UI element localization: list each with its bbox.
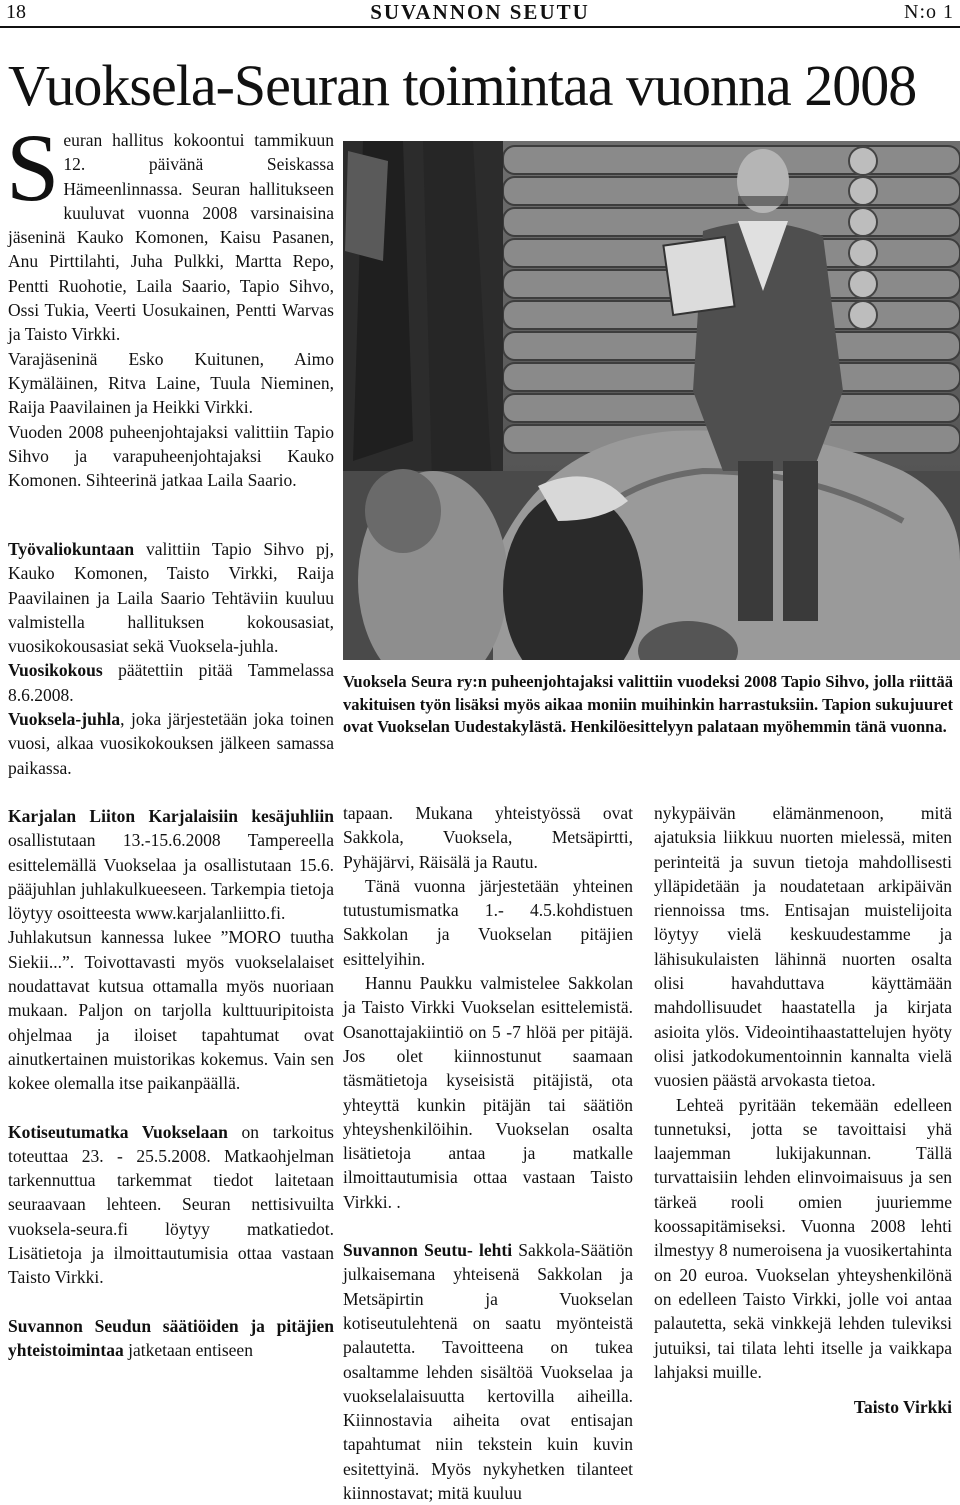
paragraph-vuosikokous [8,658,334,707]
middle-paragraph-4 [343,1238,633,1505]
lead-vuosikokous: Vuosikokous [8,660,103,681]
lead-saatio: Suvannon Seudun säätiöiden ja pitäjien yhteistoimintaa [8,1315,334,1360]
text-vuosikokous: päätettiin pitää Tammelassa 8.6.2008. [8,660,334,705]
lead-suvannon-seutu: Suvannon Seutu- lehti [343,1240,513,1261]
photo-caption: Vuoksela Seura ry:n puheenjohtajaksi valittiin vuodeksi 2008 Tapio Sihvo, jolla riittää vakituisen työn lisäksi myös aikaa moniin muihinkin harrastuksiin. Tapion sukujuuret ovat Vuokselan Uudestakylästä. Henkilöesittelyyn palataan myöhemmin tänä vuonna. [343,672,953,736]
left-column [8,537,334,1362]
text-kotiseutu: on tarkoitus toteuttaa 23. - 25.5.2008. Matkaohjelman tarkennuttua tarkemmat tiedot laitetaan seuraavaan lehteen. Seuran nettisivuilta vuoksela-seura.fi löytyy matkatiedot. Lisätietoja ja ilmoittautumisia ottaa vastaan Taisto Virkki. [8,1121,334,1288]
intro-paragraph-2: Varajäseninä Esko Kuitunen, Aimo Kymäläinen, Ritva Laine, Tuula Nieminen, Raija Paavilainen ja Heikki Virkki. [8,348,334,418]
text-saatio: jatketaan entiseen [123,1339,253,1360]
right-column [654,801,952,1384]
issue-number: N:o 1 [904,1,954,23]
middle-column [343,801,633,1505]
text-suvannon-seutu: Sakkola-Säätiön julkaisemana yhteisenä Sakkolan ja Metsäpirtin ja Vuokselan kotiseutulehtenä on saatu myönteistä palautetta. Tavoitteena on tukea osaltamme lehden sisältöä Vuokselaa ja vuokselalaisuutta kertovilla aiheilla. Kiinnostavia aiheita ovat entisajan tapahtumat niin tekstein kuin kuvin esitettyinä. Myös nykyhetken tilanteet kiinnostavat; mitä kuuluu [343,1240,633,1504]
lead-kotiseutu: Kotiseutumatka Vuokselaan [8,1121,228,1142]
page-header [0,0,960,28]
paragraph-karjalan [8,804,334,925]
article-headline: Vuoksela-Seuran toimintaa vuonna 2008 [8,53,917,118]
author-signature: Taisto Virkki [853,1397,952,1417]
middle-paragraph-2: Tänä vuonna järjestetään yhteinen tutustumismatka 1.- 4.5.kohdistuen Sakkolan ja Vuokselan pitäjien esittelyihin. [343,875,633,969]
middle-paragraph-3: Hannu Paukku valmistelee Sakkolan ja Taisto Virkki Vuokselan esittelemistä. Osanottajakiintiö on 5 -7 hlöä per pitäjä. Jos olet kiinnostunut saamaan täsmätietoja kyseisistä pitäjistä, ota yhteyttä kunkin pitäjän tai säätiön yhteyshenkilöihin. Vuokselan osalta lisätietoja antaa ja matkalle ilmoittautumisia ottaa vastaan Taisto Virkki. . [343,973,633,1212]
paragraph-juhla [8,707,334,780]
text-karjalan: osallistutaan 13.-15.6.2008 Tampereella esittelemällä Vuokselaa ja osallistutaan 15.6. pääjuhlan juhlakulkueeseen. Tarkempia tietoja löytyy osoitteesta www.karjalanliitto.fi. [8,830,334,924]
intro-paragraph-3: Vuoden 2008 puheenjohtajaksi valittiin Tapio Sihvo ja varapuheenjohtajaksi Kauko Komonen. Sihteerinä jatkaa Laila Saario. [8,421,334,491]
publication-name: SUVANNON SEUTU [370,0,590,24]
paragraph-moro: Juhlakutsun kannessa lukee ”MORO tuutha Siekii...”. Toivottavasti myös vuokselalaiset noudattavat kutsua ottamalla myös nuoriaan mukaan. Paljon on tarjolla kulttuuripitoista ohjelmaa ja iloiset tapahtumat ovat ainutkertainen muistorikas kokemus. Vain sen kokee olemalla itse paikanpäällä. [8,927,334,1094]
intro-paragraph [6,114,334,347]
lead-karjalan: Karjalan Liiton Karjalaisiin kesäjuhliin [8,805,334,826]
intro-column [6,114,334,492]
intro-text: euran hallitus kokoontui tammikuun 12. päivänä Seiskassa Hämeenlinnassa. Seuran hallitukseen kuuluvat vuonna 2008 varsinaisina jäseninä Kauko Komonen, Kaisu Pasanen, Anu Pirttilahti, Juha Pulkki, Martta Repo, Pentti Ruohotie, Laila Saario, Tapio Sihvo, Ossi Tukia, Veerti Uosukainen, Pentti Warvas ja Taisto Virkki. [8,130,334,345]
drop-cap: S [6,114,60,221]
paragraph-saatio [8,1314,334,1363]
lead-tyovaliokunta: Työvaliokuntaan [8,539,135,559]
right-paragraph-2: Lehteä pyritään tekemään edelleen tunnetuksi, jotta se tavoittaisi yhä laajemman lukijakunnan. Tällä turvattaisiin lehden elinvoimaisuus ja sen tärkeä rooli omien juuriemme koossapitämiseksi. Vuonna 2008 lehti ilmestyy 8 numeroisena ja vuosikertahinta on 20 euroa. Vuokselan yhteyshenkilönä on edelleen Taisto Virkki, jolle voi antaa palautetta, sekä vinkkejä lehden tuleviksi jutuiksi, tai tilata lehti itselle ja vaikkapa lahjaksi muille. [654,1094,952,1382]
header-rule [0,26,960,28]
right-paragraph-1: nykypäivän elämänmenoon, mitä ajatuksia liikkuu nuorten mielessä, miten perinteitä ja suvun tietoja mahdollisesti ylläpidetään ja noudatetaan arkipäivän riennoissa tms. Entisajan muistelijoita löytyy vielä keskuudestamme ja lähisukulaisten lähinnä nuorten osalta olisi havahduttava käyttämään mahdollisuudet haastatella ja kirjata asioita ylös. Videointihaastattelujen hyöty olisi jatkodokumentoinnin kannalta vielä vuosien päästä arvokasta tietoa. [654,803,952,1091]
photo-image [343,141,960,660]
middle-paragraph-1: tapaan. Mukana yhteistyössä ovat Sakkola, Vuoksela, Metsäpirtti, Pyhäjärvi, Räisälä ja Rautu. [343,803,633,872]
article-photo [343,141,960,660]
lead-juhla: Vuoksela-juhla [8,709,121,730]
paragraph-tyovaliokunta [8,537,334,658]
text-tyovaliokunta: valittiin Tapio Sihvo pj, Kauko Komonen, Taisto Virkki, Raija Paavilainen ja Laila Saario Tehtäviin kuuluu valmistella hallituksen kokousasiat, vuosikokousasiat sekä Vuoksela-juhla. [8,539,334,657]
paragraph-kotiseutu [8,1120,334,1290]
page-number: 18 [6,1,26,23]
text-juhla: , joka järjestetään joka toinen vuosi, alkaa vuosikokouksen jälkeen samassa paikassa. [8,709,334,778]
